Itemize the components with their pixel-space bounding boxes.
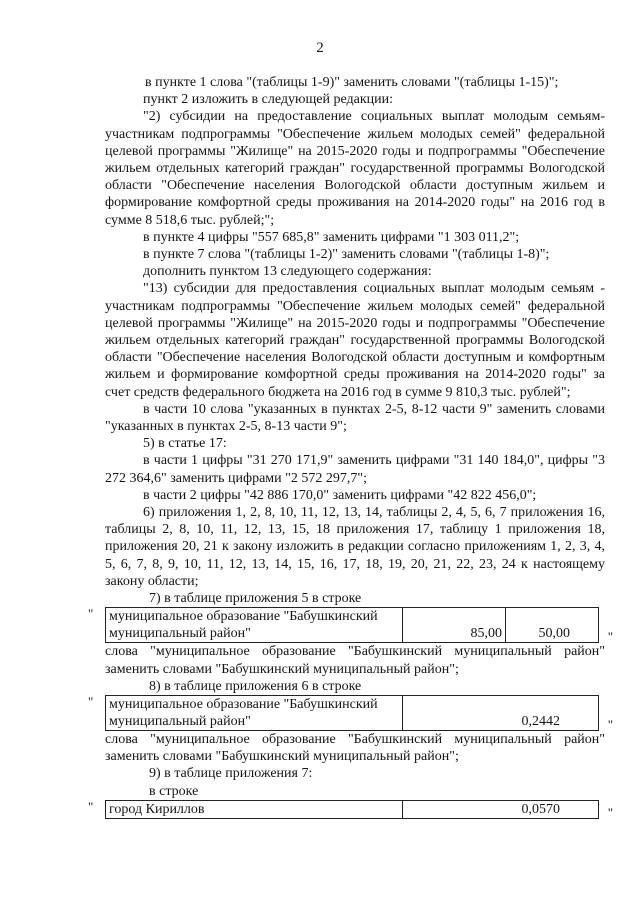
table-cell-value: 0,0570 (403, 800, 599, 818)
paragraph: в пункте 7 слова "(таблицы 1-2)" заменить словами "(таблицы 1-8)"; (143, 247, 550, 263)
paragraph: "2) субсидии на предоставление социальных выплат молодым семьям-участникам подпрограммы "Обеспечение жильем молодых семей" федеральной целевой программы "Жилище" на 2015-2020 годы и подпрограммы "Обеспечение жильем отдельных категорий граждан" государственной программы Вологодской области "Обеспечение населения Вологодской области доступным жильем и формирование комфортной среды проживания на 2014-2020 годы" на 2016 год в сумме 8 518,6 тыс. рублей;"; (105, 109, 605, 228)
table-cell-name: муниципальное образование "Бабушкинский муниципальный район" (106, 608, 403, 643)
item8-table (88, 693, 613, 732)
paragraph: в пункте 4 цифры "557 685,8" заменить цифрами "1 303 011,2"; (143, 229, 520, 245)
table-cell-value: 0,2442 (403, 695, 599, 730)
quote-close: " (607, 716, 613, 732)
quote-open: " (88, 798, 94, 814)
paragraph: в пункте 1 слова "(таблицы 1-9)" заменить словами "(таблицы 1-15)"; (145, 75, 559, 90)
item8-intro: 8) в таблице приложения 6 в строке (149, 678, 362, 694)
table-cell-value: 50,00 (506, 608, 599, 643)
quote-close: " (607, 629, 613, 645)
paragraph: дополнить пунктом 13 следующего содержания: (143, 264, 432, 280)
paragraph: в части 1 цифры "31 270 171,9" заменить цифрами "31 140 184,0", цифры "3 272 364,6" заменить цифрами "2 572 297,7"; (105, 453, 605, 486)
paragraph: "13) субсидии для предоставления социальных выплат молодым семьям - участникам подпрограммы "Обеспечение жильем молодых семей" федеральной целевой программы "Жилище" на 2015-2020 годы и подпрограммы "Обеспечение жильем отдельных категорий граждан" государственной программы Вологодской области "Обеспечение населения Вологодской области доступным и комфортным жильем и формирование комфортной среды проживания на 2014-2020 годы" за счет средств федерального бюджета на 2016 год в сумме 9 810,3 тыс. рублей"; (105, 281, 605, 400)
item9-sub: в строке (149, 783, 199, 799)
quote-close: " (607, 804, 613, 820)
paragraph: пункт 2 изложить в следующей редакции: (143, 92, 393, 108)
item9-intro: 9) в таблице приложения 7: (149, 766, 313, 782)
table-cell-name: город Кириллов (106, 800, 403, 818)
paragraph: в части 2 цифры "42 886 170,0" заменить цифрами "42 822 456,0"; (143, 487, 537, 503)
table-row (106, 695, 599, 730)
paragraph: слова "муниципальное образование "Бабушкинский муниципальный район" заменить словами "Бабушкинский муниципальный район"; (105, 731, 605, 765)
page-number: 2 (316, 40, 324, 56)
item9-table (88, 798, 613, 820)
document-body (88, 74, 613, 820)
item7-table (88, 606, 613, 645)
paragraph: 5) в статье 17: (143, 436, 227, 452)
quote-open: " (88, 693, 94, 709)
paragraph: слова "муниципальное образование "Бабушкинский муниципальный район" заменить словами "Бабушкинский муниципальный район"; (105, 644, 605, 677)
paragraph: в части 10 слова "указанных в пунктах 2-5, 8-12 части 9" заменить словами "указанных в пунктах 2-5, 8-13 части 9"; (105, 401, 605, 435)
item7-intro: 7) в таблице приложения 5 в строке (149, 591, 362, 607)
paragraph: 6) приложения 1, 2, 8, 10, 11, 12, 13, 14, таблицы 2, 4, 5, 6, 7 приложения 16, таблицы 2, 8, 10, 11, 12, 13, 15, 18 приложения 17, таблицу 1 приложения 18, приложения 20, 21 к закону изложить в редакции согласно приложениям 1, 2, 3, 4, 5, 6, 7, 8, 9, 10, 11, 12, 13, 14, 15, 16, 17, 18, 19, 20, 21, 22, 23, 24 к настоящему закону области; (105, 505, 605, 589)
quote-open: " (88, 606, 94, 622)
table-cell-name: муниципальное образование "Бабушкинский муниципальный район" (106, 695, 403, 730)
table-cell-value: 85,00 (403, 608, 506, 643)
table-row (106, 800, 599, 818)
table-row (106, 608, 599, 643)
